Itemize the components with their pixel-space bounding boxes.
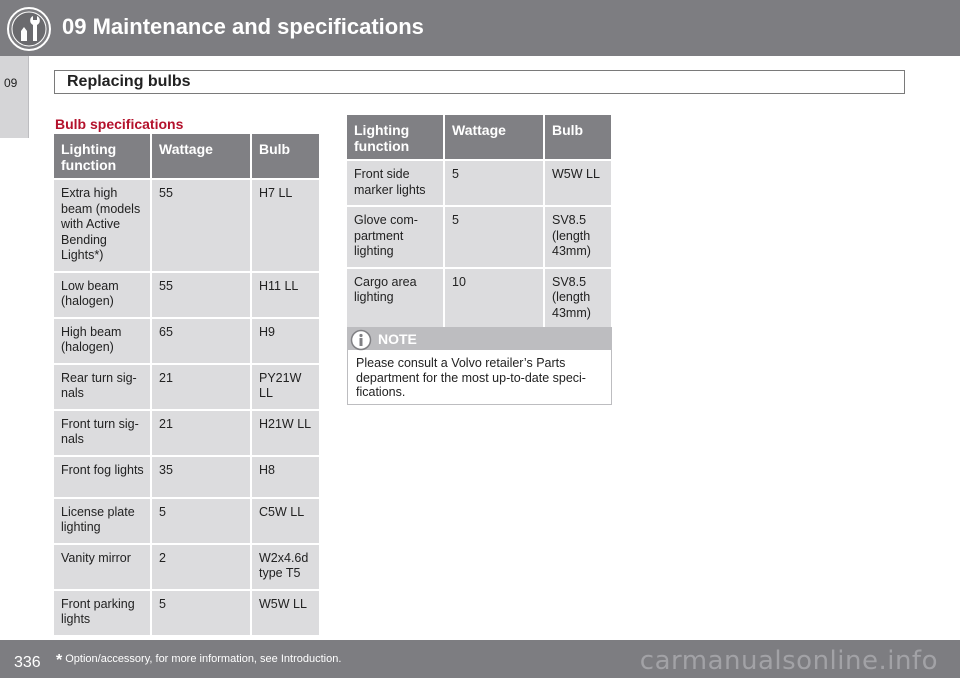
watermark: carmanualsonline.info xyxy=(639,646,938,676)
cell-lighting-function: Front parking lights xyxy=(54,590,151,636)
cell-lighting-function: Glove com-partment lighting xyxy=(347,206,444,268)
cell-lighting-function: Front side marker lights xyxy=(347,160,444,206)
cell-bulb: H11 LL xyxy=(251,272,319,318)
table-header-row xyxy=(347,115,611,160)
cell-bulb: W5W LL xyxy=(251,590,319,636)
note-title: NOTE xyxy=(378,331,417,347)
column-header-bulb: Bulb xyxy=(544,115,611,160)
cell-bulb: C5W LL xyxy=(251,498,319,544)
cell-wattage: 5 xyxy=(444,206,544,268)
table-header-row xyxy=(54,134,319,179)
wrench-gear-icon xyxy=(6,6,52,52)
cell-lighting-function: Extra high beam (models with Active Bending Lights*) xyxy=(54,179,151,272)
info-icon xyxy=(350,329,372,351)
cell-wattage: 5 xyxy=(151,590,251,636)
cell-bulb: W2x4.6d type T5 xyxy=(251,544,319,590)
cell-bulb: SV8.5 (length 43mm) xyxy=(544,268,611,330)
cell-wattage: 21 xyxy=(151,410,251,456)
cell-lighting-function: Vanity mirror xyxy=(54,544,151,590)
chapter-tab-label: 09 xyxy=(4,76,18,90)
cell-lighting-function: High beam (halogen) xyxy=(54,318,151,364)
bulb-spec-table-right xyxy=(347,115,611,330)
table-row xyxy=(54,544,319,590)
table-row xyxy=(54,410,319,456)
table-row xyxy=(347,206,611,268)
cell-lighting-function: Front turn sig-nals xyxy=(54,410,151,456)
cell-bulb: H21W LL xyxy=(251,410,319,456)
table-row xyxy=(347,268,611,330)
footnote-star: * xyxy=(56,652,63,669)
chapter-title: 09 Maintenance and specifications xyxy=(62,14,424,39)
cell-wattage: 10 xyxy=(444,268,544,330)
cell-wattage: 55 xyxy=(151,179,251,272)
table-row xyxy=(54,498,319,544)
column-header-wattage: Wattage xyxy=(444,115,544,160)
footnote-text: Option/accessory, for more information, see Introduction. xyxy=(65,653,342,665)
cell-bulb: PY21W LL xyxy=(251,364,319,410)
cell-lighting-function: License plate lighting xyxy=(54,498,151,544)
table-row xyxy=(54,590,319,636)
cell-bulb: SV8.5 (length 43mm) xyxy=(544,206,611,268)
cell-wattage: 55 xyxy=(151,272,251,318)
subheading: Bulb specifications xyxy=(55,116,184,132)
table-row xyxy=(54,272,319,318)
table-row xyxy=(54,179,319,272)
column-header-lighting-function: Lighting function xyxy=(347,115,444,160)
cell-bulb: H9 xyxy=(251,318,319,364)
table-row xyxy=(54,318,319,364)
footnote xyxy=(56,652,341,670)
cell-lighting-function: Rear turn sig-nals xyxy=(54,364,151,410)
section-title: Replacing bulbs xyxy=(67,73,191,90)
cell-wattage: 65 xyxy=(151,318,251,364)
cell-bulb: W5W LL xyxy=(544,160,611,206)
note-text: Please consult a Volvo retailer’s Parts department for the most up-to-date speci-fications. xyxy=(356,356,586,399)
cell-wattage: 21 xyxy=(151,364,251,410)
column-header-bulb: Bulb xyxy=(251,134,319,179)
section-heading-box xyxy=(54,70,905,94)
cell-lighting-function: Low beam (halogen) xyxy=(54,272,151,318)
table-row xyxy=(347,160,611,206)
cell-lighting-function: Front fog lights xyxy=(54,456,151,498)
note-header xyxy=(348,328,611,350)
chapter-header xyxy=(0,0,960,56)
table-row xyxy=(54,456,319,498)
page-number: 336 xyxy=(14,654,41,671)
cell-bulb: H8 xyxy=(251,456,319,498)
column-header-lighting-function: Lighting function xyxy=(54,134,151,179)
table-row xyxy=(54,364,319,410)
note-box xyxy=(347,327,612,405)
cell-wattage: 5 xyxy=(151,498,251,544)
chapter-side-tab xyxy=(0,56,29,138)
cell-wattage: 5 xyxy=(444,160,544,206)
column-header-wattage: Wattage xyxy=(151,134,251,179)
cell-lighting-function: Cargo area lighting xyxy=(347,268,444,330)
cell-wattage: 2 xyxy=(151,544,251,590)
cell-wattage: 35 xyxy=(151,456,251,498)
cell-bulb: H7 LL xyxy=(251,179,319,272)
bulb-spec-table-left xyxy=(54,134,319,637)
